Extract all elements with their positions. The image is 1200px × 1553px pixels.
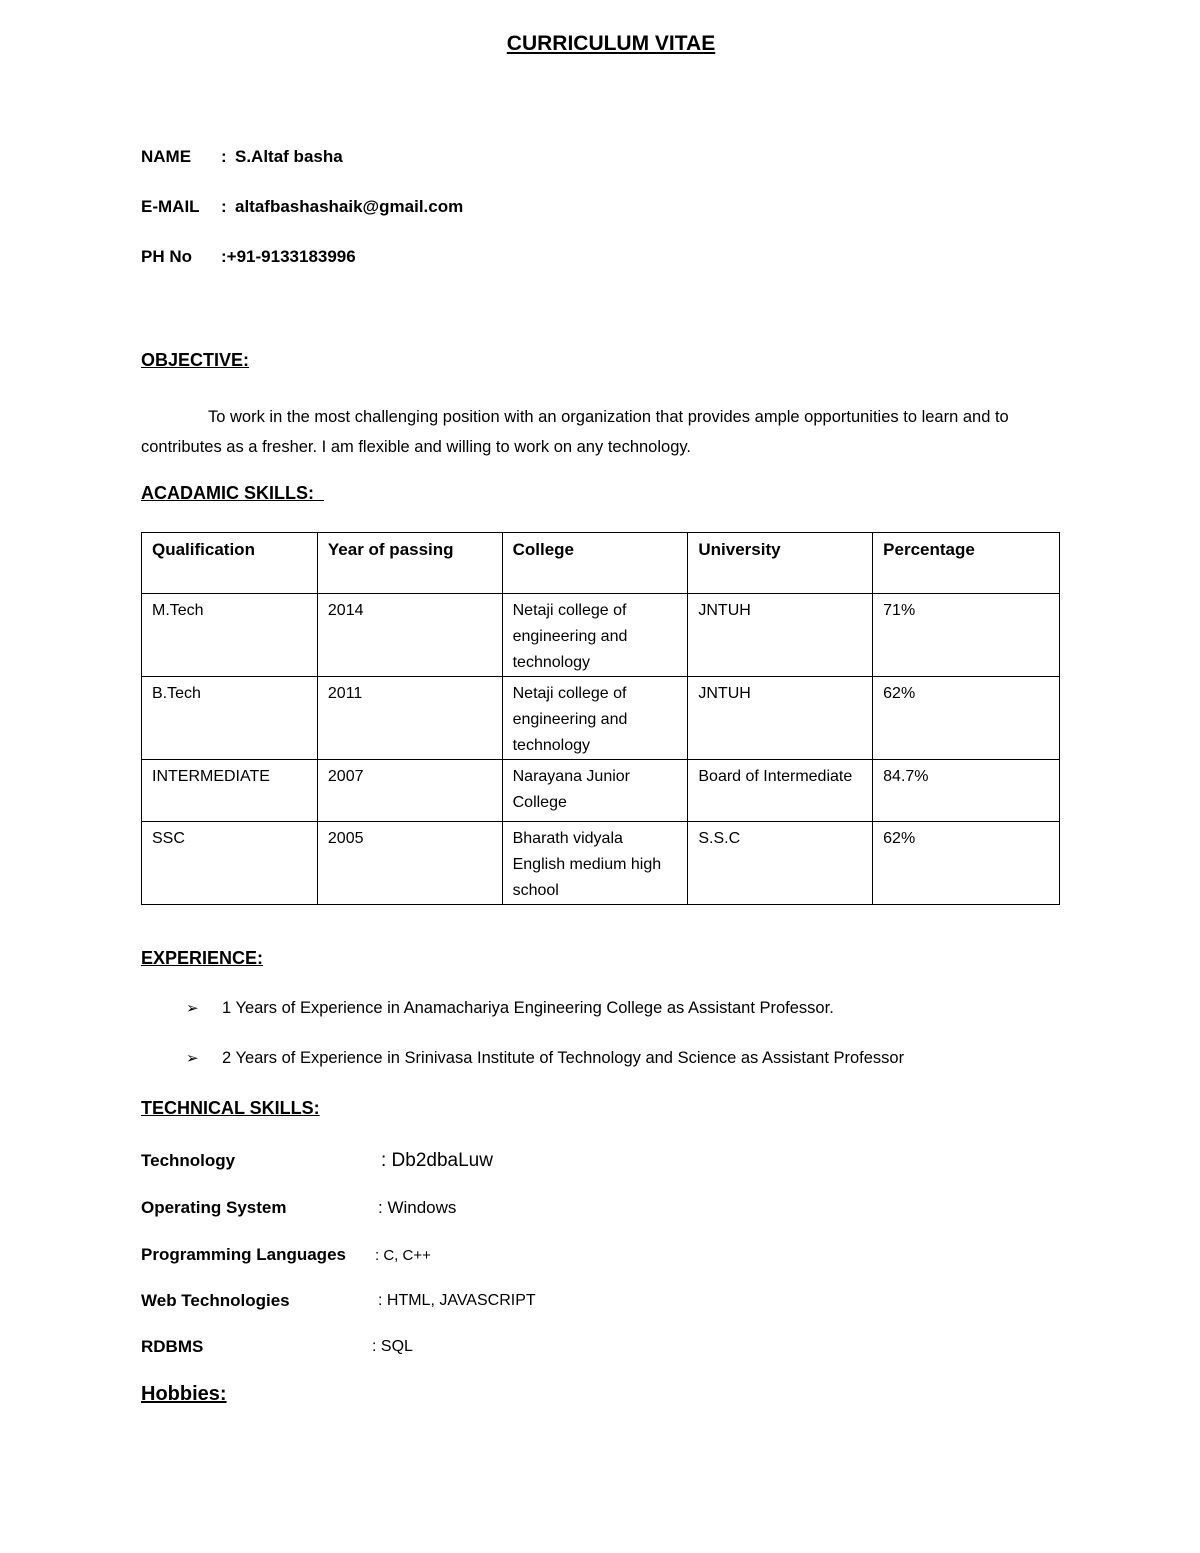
table-cell: Netaji college of engineering and technology [502,594,688,677]
column-header: University [688,533,873,594]
hobbies-heading: Hobbies: [141,1383,227,1405]
table-header-row [142,533,1060,594]
table-cell: 62% [873,677,1060,760]
contact-name-row [141,147,343,167]
table-cell: JNTUH [688,677,873,760]
arrow-bullet-icon: ➢ [186,1050,199,1067]
tech-label: Operating System [141,1198,287,1217]
column-header: College [502,533,688,594]
name-separator: : [221,147,227,166]
email-value: altafbashashaik@gmail.com [235,197,464,216]
table-cell: 2014 [317,594,502,677]
table-cell: S.S.C [688,822,873,905]
tech-label: Web Technologies [141,1291,290,1310]
table-cell: SSC [142,822,318,905]
tech-label: Technology [141,1151,236,1170]
email-label: E-MAIL [141,197,200,216]
column-header: Percentage [873,533,1060,594]
contact-email-row [141,197,463,217]
table-cell: 2005 [317,822,502,905]
tech-value: : HTML, JAVASCRIPT [378,1292,536,1309]
table-cell: 84.7% [873,760,1060,822]
table-row [142,822,1060,905]
objective-heading: OBJECTIVE: [141,350,250,370]
table-cell: 62% [873,822,1060,905]
phone-separator: : [221,247,227,266]
table-cell: 71% [873,594,1060,677]
table-cell: M.Tech [142,594,318,677]
column-header: Qualification [142,533,318,594]
table-row [142,677,1060,760]
table-cell: INTERMEDIATE [142,760,318,822]
phone-label: PH No [141,247,192,266]
tech-value: : Windows [378,1198,457,1217]
table-cell: Narayana Junior College [502,760,688,822]
contact-phone-row [141,247,356,267]
table-cell: Board of Intermediate [688,760,873,822]
experience-heading: EXPERIENCE: [141,948,264,968]
technical-heading: TECHNICAL SKILLS: [141,1098,320,1118]
email-separator: : [221,197,227,216]
table-cell: 2007 [317,760,502,822]
table-row [142,760,1060,822]
table-row [142,594,1060,677]
academic-heading: ACADAMIC SKILLS: [141,483,324,503]
experience-text: 2 Years of Experience in Srinivasa Institute of Technology and Science as Assistant Professor [222,1049,905,1067]
name-value: S.Altaf basha [235,147,343,166]
experience-item [186,999,834,1018]
tech-value: : Db2dbaLuw [381,1150,493,1171]
tech-value: : SQL [372,1338,413,1355]
experience-text: 1 Years of Experience in Anamachariya Engineering College as Assistant Professor. [222,999,834,1017]
name-label: NAME [141,147,192,166]
column-header: Year of passing [317,533,502,594]
phone-value: +91-9133183996 [226,247,356,266]
document-title: CURRICULUM VITAE [506,32,716,55]
arrow-bullet-icon: ➢ [186,1000,199,1017]
tech-label: RDBMS [141,1337,204,1356]
academic-table [141,532,1060,905]
table-cell: Netaji college of engineering and technology [502,677,688,760]
table-cell: Bharath vidyala English medium high school [502,822,688,905]
table-cell: B.Tech [142,677,318,760]
tech-value: : C, C++ [375,1247,431,1264]
table-cell: 2011 [317,677,502,760]
tech-label: Programming Languages [141,1245,346,1264]
table-cell: JNTUH [688,594,873,677]
objective-text: To work in the most challenging position with an organization that provides ample opportunities to learn and to contributes as a fresher. I am flexible and willing to work on any technology. [141,408,1009,456]
experience-item [186,1049,904,1068]
